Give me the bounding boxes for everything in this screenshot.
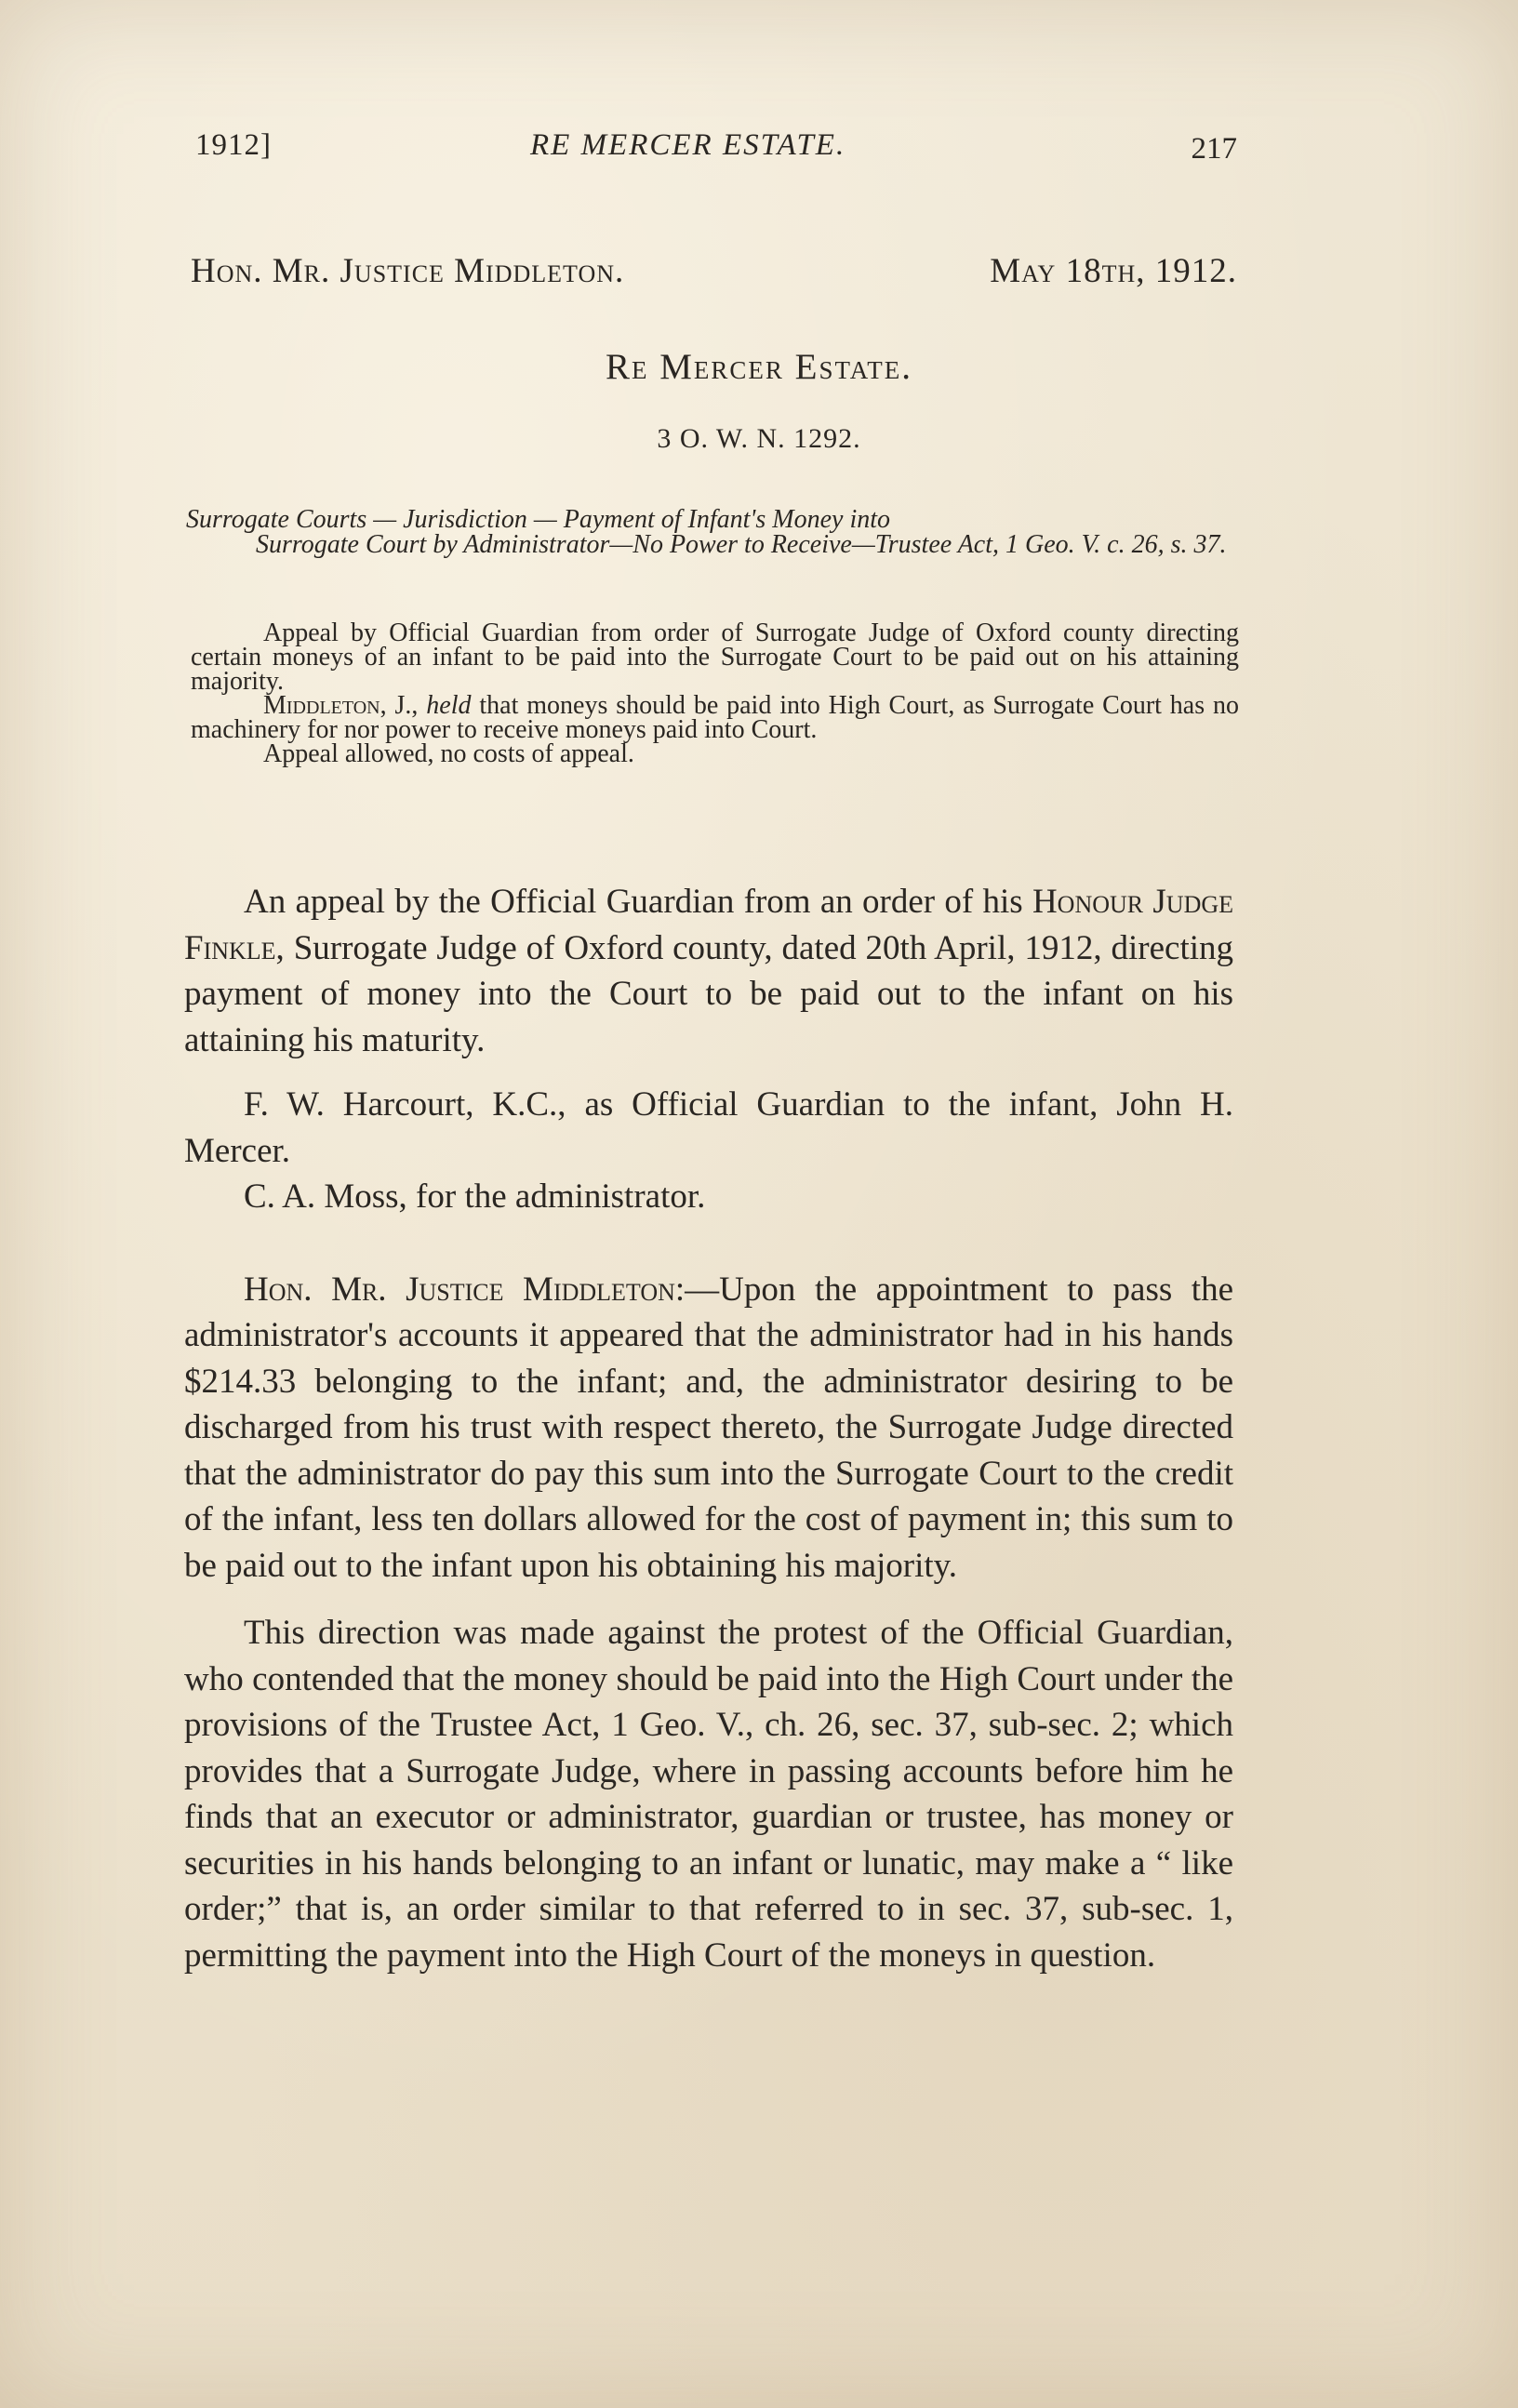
summary-disposition: Appeal allowed, no costs of appeal.	[263, 739, 634, 768]
counsel-respondent: C. A. Moss, for the administrator.	[244, 1177, 706, 1216]
judgment-paragraph-2: This direction was made against the protest of the Official Guardian, who contended that the money should be paid into the High Court under the provisions of the Trustee Act, 1 Geo. V., ch. 26, sec. 37, sub-sec. 2; which provides that a Surrogate Judge, where in passing accounts before him he finds that an executor or administrator, guardian or trustee, has money or securities in his hands belonging to an infant or lunatic, may make a “ like order;” that is, an order similar to that referred to in sec. 37, sub-sec. 1, permitting the payment into the High Court of the moneys in question.	[184, 1614, 1233, 1975]
judgment-judge-name: Hon. Mr. Justice Middleton:	[244, 1270, 686, 1309]
counsel-appellant: F. W. Harcourt, K.C., as Official Guardian to the infant, John H. Mercer.	[184, 1085, 1233, 1170]
headnote-catchwords	[186, 507, 1239, 557]
case-citation: 3 O. W. N. 1292.	[657, 423, 861, 454]
summary-held: held	[426, 691, 472, 720]
judge-name: Hon. Mr. Justice Middleton.	[191, 252, 625, 290]
running-header	[195, 128, 1237, 175]
judgment-body	[184, 879, 1233, 1978]
case-title: Re Mercer Estate.	[605, 347, 913, 387]
intro-paragraph: An appeal by the Official Guardian from an order of his Honour Judge Finkle, Surrogate Judge of Oxford county, dated 20th April, 1912, directing payment of money into the Court to be paid out to the infant on his attaining his maturity.	[184, 883, 1234, 1059]
headnote-continuation: Surrogate Court by Administrator—No Power to Receive—Trustee Act, 1 Geo. V. c. 26, s. 37.	[256, 530, 1227, 559]
page-number: 217	[1191, 132, 1237, 166]
headnote-first-line: Surrogate Courts — Jurisdiction — Payment of Infant's Money into	[186, 505, 891, 534]
running-header-year: 1912]	[195, 128, 272, 162]
lower-judge-name: Honour Judge Finkle,	[184, 883, 1234, 967]
case-summary	[191, 621, 1239, 766]
running-header-title: RE MERCER ESTATE.	[530, 128, 846, 162]
judgment-paragraph-1: Hon. Mr. Justice Middleton:—Upon the appointment to pass the administrator's accounts it appeared that the administrator had in his hands $214.33 belonging to the infant; and, the administrator desiring to be discharged from his trust with respect thereto, the Surrogate Judge directed that the administrator do pay this sum into the Surrogate Court to the credit of the infant, less ten dollars allowed for the cost of payment in; this sum to be paid out to the infant upon his obtaining his majority.	[184, 1270, 1233, 1585]
summary-judge-name: Middleton, J.,	[263, 691, 419, 720]
summary-appeal: Appeal by Official Guardian from order of Surrogate Judge of Oxford county directing certain moneys of an infant to be paid into the Surrogate Court to be paid out on his attaining majority.	[191, 619, 1239, 696]
summary-holding	[191, 691, 1240, 744]
decision-date: May 18th, 1912.	[990, 252, 1237, 290]
summary-holding-text: that moneys should be paid into High Court, as Surrogate Court has no machinery for nor power to receive moneys paid into Court.	[191, 691, 1240, 744]
